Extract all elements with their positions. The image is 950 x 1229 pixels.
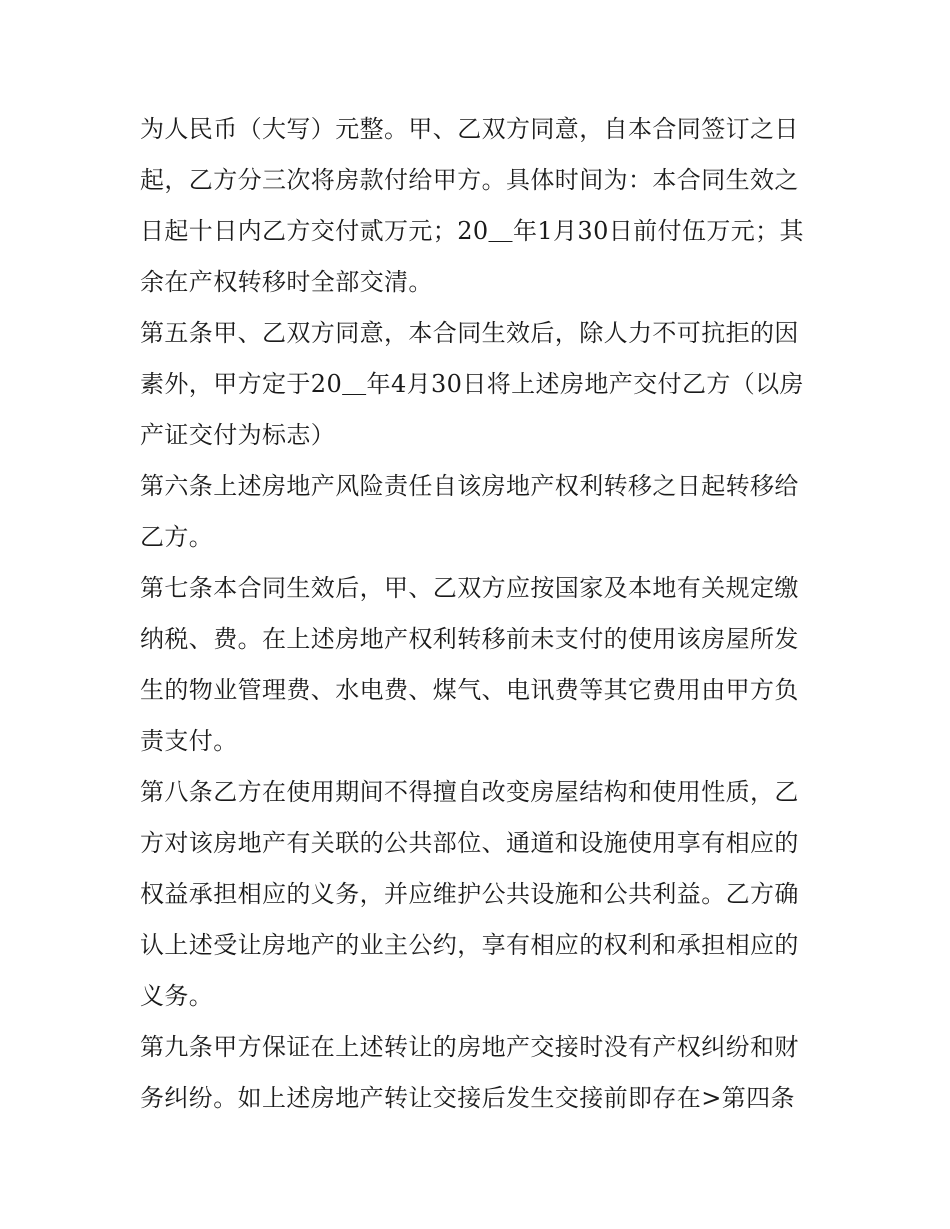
paragraph-article-5: 第五条甲、乙双方同意，本合同生效后，除人力不可抗拒的因素外，甲方定于20＿年4月30日将上述房地产交付乙方（以房产证交付为标志） — [140, 319, 804, 449]
paragraph-article-8: 第八条乙方在使用期间不得擅自改变房屋结构和使用性质，乙方对该房地产有关联的公共部位、通道和设施使用享有相应的权益承担相应的义务，并应维护公共设施和公共利益。乙方确认上述受让房地产的业主公约，享有相应的权利和承担相应的义务。 — [140, 778, 799, 1010]
paragraph-article-7: 第七条本合同生效后，甲、乙双方应按国家及本地有关规定缴纳税、费。在上述房地产权利转移前未支付的使用该房屋所发生的物业管理费、水电费、煤气、电讯费等其它费用由甲方负责支付。 — [140, 574, 799, 755]
paragraph-article-9: 第九条甲方保证在上述转让的房地产交接时没有产权纠纷和财务纠纷。如上述房地产转让交接后发生交接前即存在>第四条 — [140, 1033, 799, 1112]
paragraph-article-6: 第六条上述房地产风险责任自该房地产权利转移之日起转移给乙方。 — [140, 472, 799, 551]
document-body — [140, 104, 815, 1124]
paragraph-payment-terms: 为人民币（大写）元整。甲、乙双方同意，自本合同签订之日起，乙方分三次将房款付给甲方。具体时间为：本合同生效之日起十日内乙方交付贰万元；20＿年1月30日前付伍万元；其余在产权转移时全部交清。 — [140, 115, 804, 296]
